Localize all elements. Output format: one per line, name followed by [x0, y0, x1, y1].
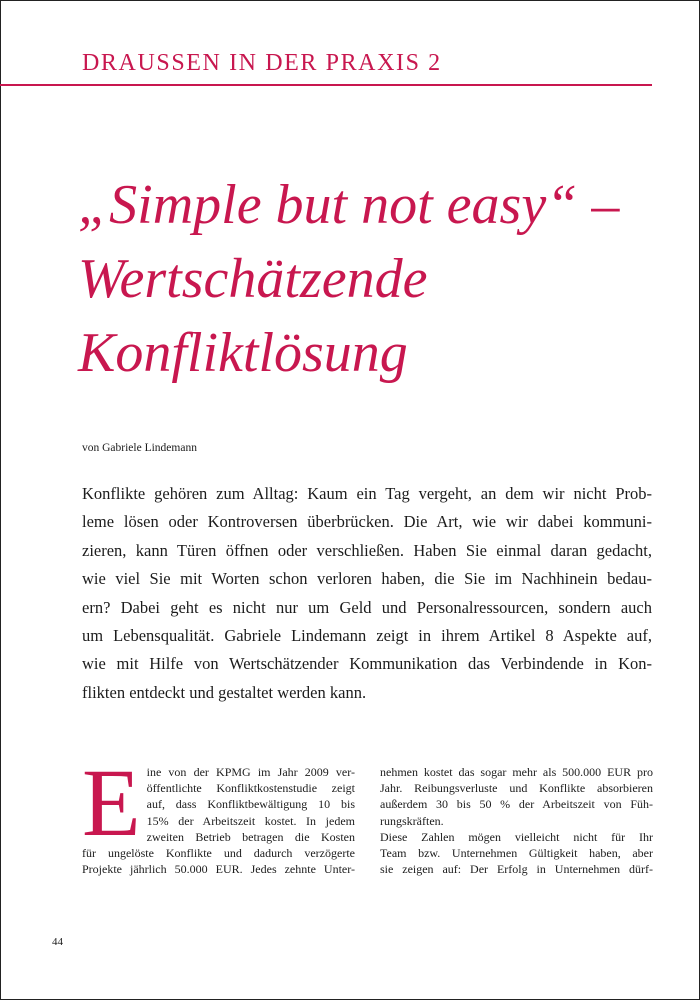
article-title [78, 168, 658, 390]
title-line: Konfliktlösung [78, 322, 408, 384]
body-line: nehmen kostet das sogar mehr als 500.000 EUR pro [380, 765, 653, 779]
title-line: Wertschätzende [78, 248, 428, 310]
intro-line: zieren, kann Türen öffnen oder verschließen. Haben Sie einmal daran gedacht, [82, 540, 652, 560]
intro-line: wie mit Hilfe von Wertschätzender Kommunikation das Verbindende in Kon- [82, 654, 652, 674]
body-line: Jahr. Reibungsverluste und Konflikte absorbieren [380, 781, 653, 796]
body-line: öffentlichte Konfliktkostenstudie zeigt [146, 781, 355, 796]
body-line: Team bzw. Unternehmen Gültigkeit haben, aber [380, 846, 653, 861]
body-column-left [82, 749, 355, 877]
intro-line: um Lebensqualität. Gabriele Lindemann zeigt in ihrem Artikel 8 Aspekte auf, [82, 626, 652, 646]
body-line: ine von der KPMG im Jahr 2009 ver- [146, 765, 355, 779]
intro-paragraph [82, 480, 652, 707]
section-header: DRAUSSEN IN DER PRAXIS 2 [82, 50, 442, 76]
body-column-right [380, 764, 653, 877]
body-line: außerdem 30 bis 50 % der Arbeitszeit von Füh- [380, 797, 653, 812]
intro-line: Konflikte gehören zum Alltag: Kaum ein Tag vergeht, an dem wir nicht Prob- [82, 484, 652, 503]
body-line: sie zeigen auf: Der Erfolg in Unternehmen dürf- [380, 862, 653, 877]
body-line: Diese Zahlen mögen vielleicht nicht für Ihr [380, 829, 653, 844]
body-line: für ungelöste Konflikte und dadurch verzögerte [82, 846, 355, 861]
drop-cap: E [82, 749, 141, 856]
author-byline: von Gabriele Lindemann [82, 442, 197, 454]
body-line: zweiten Betrieb betragen die Kosten [146, 829, 355, 844]
body-line: Projekte jährlich 50.000 EUR. Jedes zehnte Unter- [82, 862, 355, 877]
intro-line: leme lösen oder Kontroversen überbrücken. Die Art, wie wir dabei kommuni- [82, 512, 652, 532]
header-rule [0, 84, 652, 86]
intro-line: wie viel Sie mit Worten schon verloren haben, die Sie im Nachhinein bedau- [82, 569, 652, 589]
body-line: rungskräften. [380, 813, 444, 828]
title-line: „Simple but not easy“ – [78, 174, 620, 236]
page-number: 44 [52, 936, 63, 948]
body-line: 15% der Arbeitszeit kostet. In jedem [146, 813, 355, 828]
intro-line: ern? Dabei geht es nicht nur um Geld und Personalressourcen, sondern auch [82, 597, 652, 617]
body-line: auf, dass Konfliktbewältigung 10 bis [146, 797, 355, 812]
intro-line: flikten entdeckt und gestaltet werden kann. [82, 682, 367, 702]
